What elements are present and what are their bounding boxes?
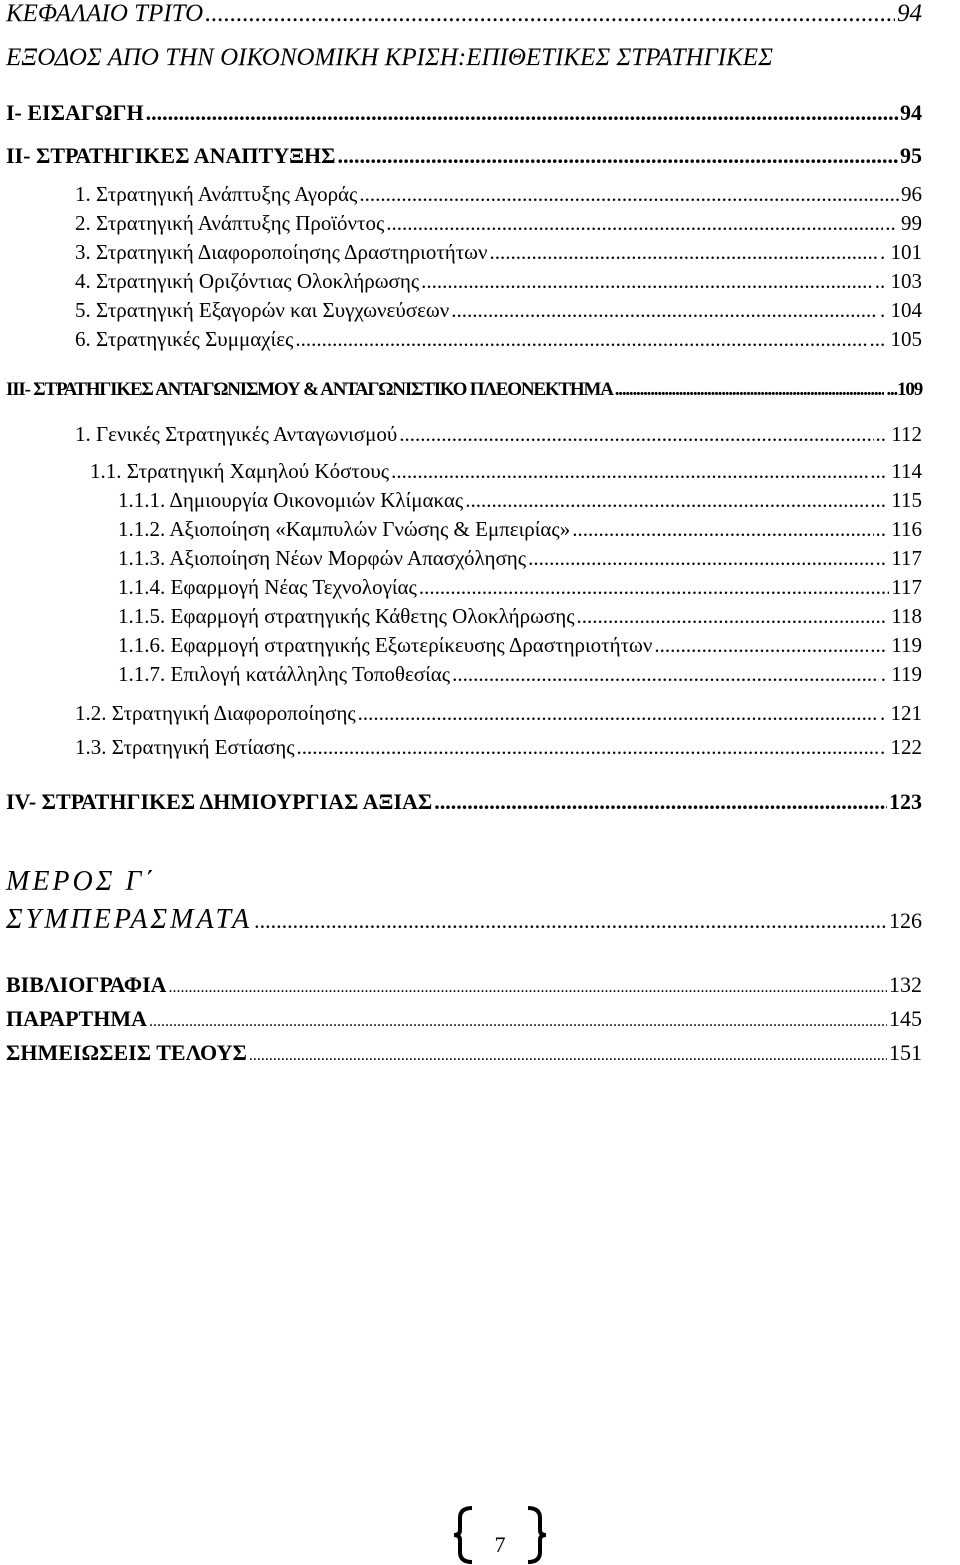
- toc-entry-page: ... 119: [870, 633, 922, 657]
- part-title: ΜΕΡΟΣ Γ΄: [6, 866, 157, 897]
- toc-entry-page: . 122: [880, 735, 922, 759]
- toc-entry-label: 1.3. Στρατηγική Εστίασης: [75, 735, 295, 759]
- toc-entry: [118, 517, 922, 542]
- toc-entry: [75, 211, 922, 236]
- toc-entry-label: 4. Στρατηγική Οριζόντιας Ολοκλήρωσης: [75, 269, 420, 293]
- toc-entry-chapter3: [6, 0, 922, 28]
- toc-entry: [118, 546, 922, 571]
- toc-entry-page: 94: [900, 100, 922, 125]
- toc-entry: [75, 269, 922, 294]
- toc-entry-page: ... 105: [869, 327, 922, 351]
- toc-entry-label: 6. Στρατηγικές Συμμαχίες: [75, 327, 294, 351]
- toc-entry-page: .. 118: [875, 604, 922, 628]
- dot-leader: [615, 379, 885, 401]
- toc-entry: [118, 575, 922, 600]
- toc-entry-label: 2. Στρατηγική Ανάπτυξης Προϊόντος: [75, 211, 385, 235]
- toc-entry: [118, 604, 922, 629]
- dot-leader: [297, 735, 878, 760]
- toc-entry-page: ... 115: [870, 488, 922, 512]
- dot-leader: [654, 633, 868, 658]
- toc-entry-label: 1.1.6. Εφαρμογή στρατηγικής Εξωτερίκευσης Δραστηριοτήτων: [118, 633, 653, 657]
- toc-entry-appendix: [6, 1006, 922, 1032]
- dot-leader: [399, 422, 873, 447]
- dot-leader: [149, 1013, 887, 1031]
- toc-entry: [75, 327, 922, 352]
- toc-entry-section-3: [6, 379, 922, 401]
- dot-leader: [169, 979, 887, 997]
- toc-entry-section-2: [6, 143, 922, 169]
- toc-entry-label: 5. Στρατηγική Εξαγορών και Συγχωνεύσεων: [75, 298, 450, 322]
- toc-entry-page: 96: [901, 182, 922, 206]
- toc-entry-page: .. 112: [875, 422, 922, 446]
- toc-entry-label: 1.1.7. Επιλογή κατάλληλης Τοποθεσίας: [118, 662, 451, 686]
- dot-leader: [419, 575, 889, 600]
- toc-entry-label: 1.1.1. Δημιουργία Οικονομιών Κλίμακας: [118, 488, 464, 512]
- toc-entry: [118, 633, 922, 658]
- toc-entry-label: IV- ΣΤΡΑΤΗΓΙΚΕΣ ΔΗΜΙΟΥΡΓΙΑΣ ΑΞΙΑΣ: [6, 789, 433, 814]
- dot-leader: [572, 517, 873, 542]
- dot-leader: [528, 546, 873, 571]
- toc-entry: [75, 735, 922, 760]
- toc-entry-page: . 119: [880, 662, 922, 686]
- toc-entry-label: ΠΑΡΑΡΤΗΜΑ: [6, 1006, 147, 1031]
- toc-entry-page: . 121: [880, 701, 922, 725]
- toc-entry-page: .. 103: [874, 269, 922, 293]
- toc-entry-section-4: [6, 789, 922, 815]
- toc-entry-page: 145: [889, 1006, 922, 1031]
- right-bracket-icon: [522, 1506, 548, 1564]
- toc-entry-page: 95: [900, 143, 922, 168]
- toc-entry-label: II- ΣΤΡΑΤΗΓΙΚΕΣ ΑΝΑΠΤΥΞΗΣ: [6, 143, 336, 168]
- toc-entry-label: 1. Γενικές Στρατηγικές Ανταγωνισμού: [75, 422, 398, 446]
- dot-leader: [386, 211, 883, 236]
- toc-entry-bibliography: [6, 972, 922, 998]
- dot-leader: [421, 269, 873, 294]
- toc-entry-label: 1.1.5. Εφαρμογή στρατηγικής Κάθετης Ολοκλήρωσης: [118, 604, 575, 628]
- toc-entry-label: 1.2. Στρατηγική Διαφοροποίησης: [75, 701, 356, 725]
- dot-leader: [358, 701, 878, 726]
- toc-entry-page: 151: [889, 1040, 922, 1065]
- toc-entry: [75, 422, 922, 447]
- toc-entry-page: . 104: [880, 298, 922, 322]
- toc-entry-page: 94: [897, 0, 922, 27]
- dot-leader: [254, 908, 887, 934]
- toc-entry-section-1: [6, 100, 922, 126]
- toc-entry-page: 132: [889, 972, 922, 997]
- toc-entry-label: 1.1.2. Αξιοποίηση «Καμπυλών Γνώσης & Εμπειρίας»: [118, 517, 571, 541]
- dot-leader: [249, 1047, 887, 1065]
- toc-entry-page: . 101: [880, 240, 922, 264]
- toc-entry-page: 117: [891, 575, 922, 599]
- chapter-title: ΕΞΟΔΟΣ ΑΠΟ ΤΗΝ ΟΙΚΟΝΟΜΙΚΗ ΚΡΙΣΗ:ΕΠΙΘΕΤΙΚΕΣ ΣΤΡΑΤΗΓΙΚΕΣ: [6, 44, 773, 71]
- toc-entry-label: 3. Στρατηγική Διαφοροποίησης Δραστηριοτήτων: [75, 240, 488, 264]
- page-number: 7: [494, 1532, 506, 1557]
- toc-entry-label: 1. Στρατηγική Ανάπτυξης Αγοράς: [75, 182, 358, 206]
- toc-entry-label: ΣΗΜΕΙΩΣΕΙΣ ΤΕΛΟΥΣ: [6, 1040, 247, 1065]
- dot-leader: [465, 488, 868, 513]
- toc-entry-endnotes: [6, 1040, 922, 1066]
- dot-leader: [338, 143, 899, 169]
- toc-entry-page: ...109: [886, 379, 922, 400]
- toc-entry-label: 1.1.3. Αξιοποίηση Νέων Μορφών Απασχόλησης: [118, 546, 527, 570]
- dot-leader: [146, 100, 898, 126]
- toc-entry: [118, 662, 922, 687]
- toc-entry-page: .. 99: [885, 211, 922, 235]
- dot-leader: [451, 298, 878, 323]
- toc-entry-label: 1.1.4. Εφαρμογή Νέας Τεχνολογίας: [118, 575, 417, 599]
- toc-entry-label: 1.1. Στρατηγική Χαμηλού Κόστους: [90, 459, 390, 483]
- dot-leader: [391, 459, 868, 484]
- toc-entry-label: ΚΕΦΑΛΑΙΟ ΤΡΙΤΟ: [6, 0, 204, 27]
- toc-entry-conclusions: [6, 904, 922, 936]
- toc-entry-page: .. 117: [875, 546, 922, 570]
- toc-entry: [75, 701, 922, 726]
- dot-leader: [359, 182, 899, 207]
- dot-leader: [434, 789, 887, 815]
- toc-entry: [90, 459, 922, 484]
- toc-entry-page: 123: [889, 789, 922, 814]
- toc-entry-page: ... 114: [870, 459, 922, 483]
- dot-leader: [295, 327, 867, 352]
- dot-leader: [490, 240, 878, 265]
- toc-entry-label: ΒΙΒΛΙΟΓΡΑΦΙΑ: [6, 972, 167, 997]
- toc-entry: [75, 298, 922, 323]
- dot-leader: [205, 0, 895, 28]
- toc-entry: [75, 240, 922, 265]
- toc-entry: [118, 488, 922, 513]
- toc-entry-label: ΣΥΜΠΕΡΑΣΜΑΤΑ: [6, 904, 253, 935]
- dot-leader: [577, 604, 874, 629]
- toc-entry-page: .. 116: [875, 517, 922, 541]
- toc-entry-label: III- ΣΤΡΑΤΗΓΙΚΕΣ ΑΝΤΑΓΩΝΙΣΜΟΥ & ΑΝΤΑΓΩΝΙΣΤΙΚΟ ΠΛΕΟΝΕΚΤΗΜΑ: [6, 379, 613, 400]
- dot-leader: [452, 662, 879, 687]
- toc-entry-page: 126: [889, 908, 922, 933]
- toc-entry: [75, 182, 922, 207]
- toc-entry-label: I- ΕΙΣΑΓΩΓΗ: [6, 100, 144, 125]
